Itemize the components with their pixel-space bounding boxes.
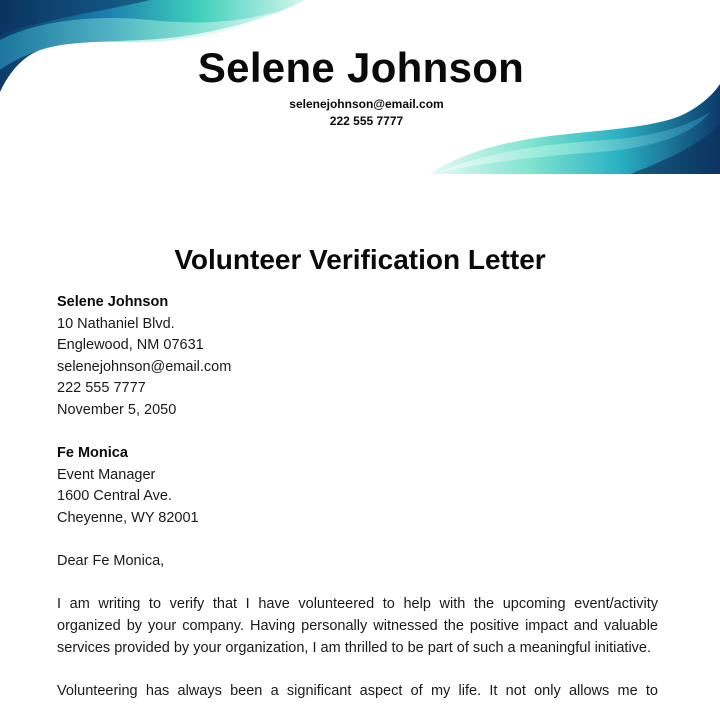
paragraph-1: I am writing to verify that I have volunteered to help with the upcoming event/activity organized by your company. Having personally witnessed the positive impact and valuable services provided by your organization, I am thrilled to be part of such a meaningful initiative. (57, 596, 658, 656)
sender-address-line-2: Englewood, NM 07631 (57, 337, 204, 354)
sender-name: Selene Johnson (57, 294, 169, 310)
recipient-address-line-2: Cheyenne, WY 82001 (57, 509, 199, 526)
sender-email: selenejohnson@email.com (57, 358, 232, 375)
sender-block (57, 292, 658, 422)
header-name: Selene Johnson (197, 44, 525, 91)
header-email: selenejohnson@email.com (289, 97, 444, 111)
sender-address-line-1: 10 Nathaniel Blvd. (57, 315, 175, 332)
letter-title: Volunteer Verification Letter (174, 244, 546, 275)
sender-phone: 222 555 7777 (57, 380, 146, 397)
spacer (57, 422, 658, 444)
recipient-address-line-1: 1600 Central Ave. (57, 488, 173, 505)
paragraph-2: Volunteering has always been a significant aspect of my life. It not only allows me to (57, 682, 658, 699)
spacer (57, 530, 658, 552)
recipient-block (57, 443, 658, 529)
spacer (57, 573, 658, 595)
header-contact (0, 96, 720, 130)
letter-body (57, 292, 658, 702)
header-phone: 222 555 7777 (329, 114, 404, 128)
recipient-name: Fe Monica (57, 445, 128, 462)
salutation: Dear Fe Monica, (57, 553, 165, 570)
recipient-role: Event Manager (57, 466, 156, 483)
letter-date: November 5, 2050 (57, 401, 177, 418)
spacer (57, 659, 658, 681)
